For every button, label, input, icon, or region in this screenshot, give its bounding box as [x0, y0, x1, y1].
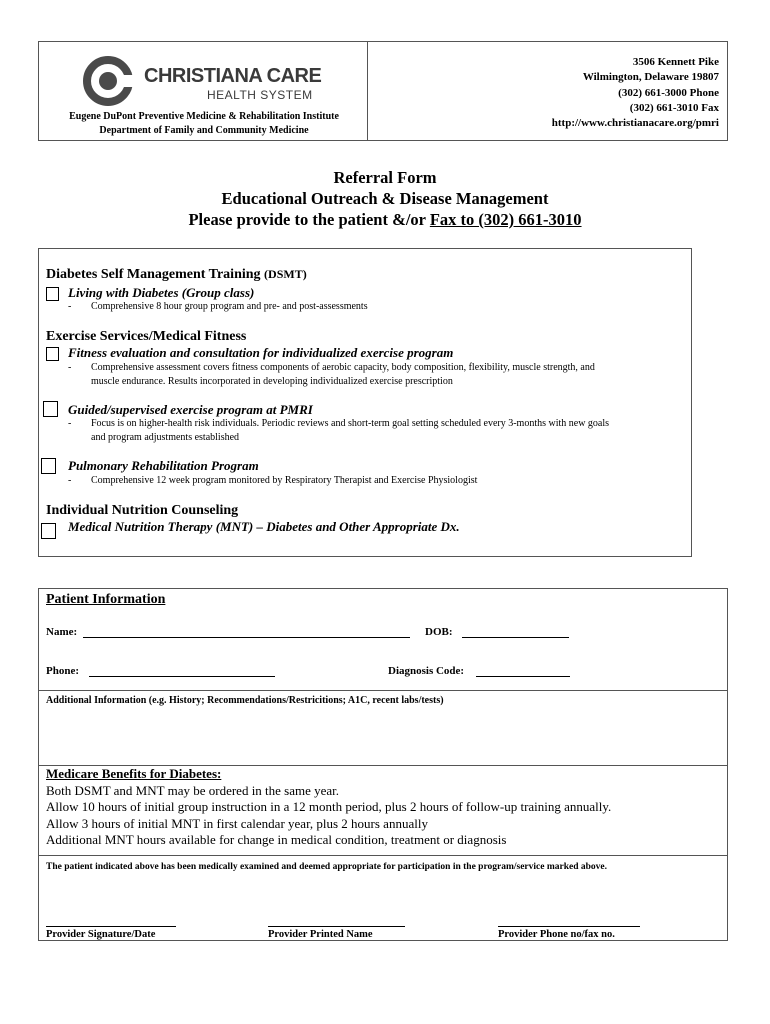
- guided-exercise-label: Guided/supervised exercise program at PMRI: [68, 402, 313, 417]
- department-name: Department of Family and Community Medicine: [99, 125, 309, 136]
- christiana-care-logo-icon: [82, 55, 134, 107]
- name-field[interactable]: [83, 637, 410, 638]
- medicare-section: [46, 766, 611, 849]
- address-block: [380, 55, 719, 131]
- attestation-text: The patient indicated above has been medically examined and deemed appropriate for participation in the program/service marked above.: [46, 862, 608, 872]
- address-line-1: 3506 Kennett Pike: [632, 56, 719, 68]
- phone-label: Phone:: [46, 665, 79, 677]
- nutrition-heading: Individual Nutrition Counseling: [46, 503, 239, 518]
- provider-signature-label: Provider Signature/Date: [46, 929, 156, 940]
- fitness-checkbox[interactable]: [46, 347, 59, 361]
- medicare-heading: Medicare Benefits for Diabetes:: [46, 766, 222, 781]
- fax-number: (302) 661-3010 Fax: [629, 101, 719, 114]
- page-title: [0, 167, 770, 230]
- provider-phone-field[interactable]: [498, 926, 640, 927]
- form-subtitle: Educational Outreach & Disease Management: [221, 189, 549, 208]
- fitness-program-label: Fitness evaluation and consultation for individualized exercise program: [68, 345, 454, 360]
- patient-info-heading: Patient Information: [46, 592, 166, 607]
- diagnosis-code-label: Diagnosis Code:: [388, 665, 465, 677]
- mnt-program-label: Medical Nutrition Therapy (MNT) – Diabetes and Other Appropriate Dx.: [68, 519, 460, 534]
- additional-info-field[interactable]: [39, 708, 727, 765]
- medicare-line: Allow 3 hours of initial MNT in first calendar year, plus 2 hours annually: [46, 815, 428, 831]
- address-line-2: Wilmington, Delaware 19807: [582, 71, 719, 84]
- medicare-line: Allow 10 hours of initial group instruction in a 12 month period, plus 2 hours of follow-up training annually.: [46, 799, 612, 814]
- dob-label: DOB:: [425, 626, 453, 638]
- provider-printed-name-field[interactable]: [268, 926, 405, 927]
- guided-exercise-description: Focus is on higher-health risk individuals. Periodic reviews and short-term goal setting scheduled every 3-months with new goals and program adjustments established: [91, 418, 610, 443]
- medicare-line: Additional MNT hours available for change in medical condition, treatment or diagnosis: [46, 832, 507, 847]
- bullet-dash: -: [68, 475, 72, 486]
- pulmonary-checkbox[interactable]: [41, 458, 56, 474]
- phone-field[interactable]: [89, 676, 275, 677]
- additional-info-label: Additional Information (e.g. History; Recommendations/Restricitions; A1C, recent labs/tests): [46, 695, 444, 706]
- fax-instruction: Fax to (302) 661-3010: [429, 210, 582, 229]
- fitness-description: Comprehensive assessment covers fitness components of aerobic capacity, body composition, flexibility, muscle strength, and muscle endurance. Results incorporated in developing individualized exercise prescription: [91, 362, 595, 387]
- form-instructions: Please provide to the patient &/or Fax to (302) 661-3010: [188, 210, 582, 229]
- phone-number: (302) 661-3000 Phone: [618, 86, 719, 99]
- website-url[interactable]: http://www.christianacare.org/pmri: [551, 117, 719, 130]
- dob-field[interactable]: [462, 637, 569, 638]
- name-label: Name:: [46, 626, 78, 638]
- exercise-heading: Exercise Services/Medical Fitness: [46, 329, 247, 344]
- provider-signature-field[interactable]: [46, 926, 176, 927]
- guided-exercise-checkbox[interactable]: [43, 401, 58, 417]
- provider-phone-label: Provider Phone no/fax no.: [498, 929, 615, 940]
- medicare-line: Both DSMT and MNT may be ordered in the same year.: [46, 782, 340, 798]
- pulmonary-description: Comprehensive 12 week program monitored by Respiratory Therapist and Exercise Physiologist: [91, 475, 478, 486]
- divider: [38, 855, 728, 856]
- dsmt-program-label: Living with Diabetes (Group class): [68, 285, 255, 300]
- form-title: Referral Form: [333, 168, 437, 187]
- institute-name: Eugene DuPont Preventive Medicine & Rehabilitation Institute: [69, 111, 339, 122]
- provider-printed-name-label: Provider Printed Name: [268, 929, 373, 940]
- divider: [38, 690, 728, 691]
- pulmonary-program-label: Pulmonary Rehabilitation Program: [68, 458, 259, 473]
- bullet-dash: -: [68, 362, 72, 373]
- logo-subtitle: HEALTH SYSTEM: [207, 88, 313, 102]
- diagnosis-code-field[interactable]: [476, 676, 570, 677]
- header-divider: [367, 41, 368, 141]
- bullet-dash: -: [68, 301, 72, 312]
- dsmt-heading: Diabetes Self Management Training (DSMT): [46, 267, 307, 282]
- dsmt-checkbox[interactable]: [46, 287, 59, 301]
- mnt-checkbox[interactable]: [41, 523, 56, 539]
- logo-name: CHRISTIANA CARE: [144, 65, 322, 87]
- dsmt-description: Comprehensive 8 hour group program and pre- and post-assessments: [91, 301, 368, 312]
- bullet-dash: -: [68, 418, 72, 429]
